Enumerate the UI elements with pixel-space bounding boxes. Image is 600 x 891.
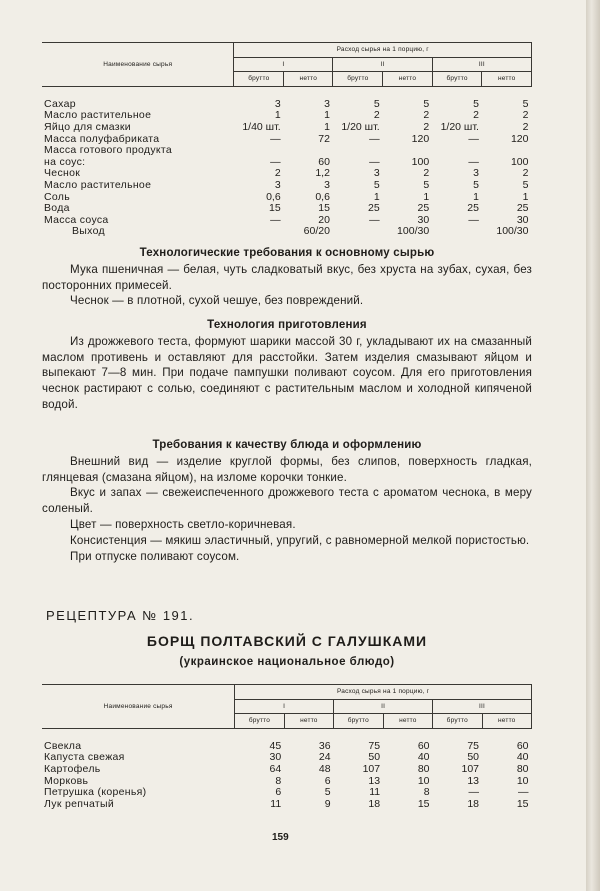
brutto-value: 1/20 шт. [341,120,380,133]
netto-value: 60 [318,155,330,168]
brutto-value: — [468,155,479,168]
table2-sub-netto: нетто [482,714,531,729]
table-row [42,203,532,215]
brutto-value: 64 [269,762,282,775]
paragraph-taste: Вкус и запах — свежеиспеченного дрожжевого теста с ароматом чеснока, в меру соленый. [42,486,532,516]
netto-value: 60 [417,739,430,752]
table2-sub-netto: нетто [383,714,432,729]
brutto-value: — [468,132,479,145]
table2-col-3: III [433,699,532,714]
brutto-value: 75 [467,739,480,752]
brutto-value: — [270,155,281,168]
netto-value: 1 [423,190,430,203]
brutto-value: 1/40 шт. [242,120,281,133]
table2-sub-brutto: брутто [235,714,285,729]
netto-value: 15 [318,202,330,215]
paragraph-flour: Мука пшеничная — белая, чуть сладковатый вкус, без хруста на зубах, сухая, без посторонних примесей. [42,262,532,292]
table1-col-2: II [333,57,432,72]
page-number: 159 [272,832,289,843]
brutto-value: 1/20 шт. [440,120,479,133]
paragraph-color: Цвет — поверхность светло-коричневая. [70,517,296,531]
table-row [42,787,532,799]
netto-value: 80 [516,762,529,775]
ingredient-name: Масса полуфабриката [44,132,160,145]
brutto-value: 18 [368,797,381,810]
brutto-value: 8 [275,774,282,787]
table-row [42,192,532,204]
brutto-value [333,145,383,157]
section-heading-technology: Технология приготовления [207,319,367,331]
table2-sub-brutto: брутто [334,714,384,729]
netto-value: 10 [417,774,430,787]
ingredient-name: Вода [44,202,70,215]
paragraph-preparation: Из дрожжевого теста, формуют шарики массой 30 г, укладывают их на смазанный маслом противень и оставляют для расстойки. Затем изделия смазывают яйцом и выпекают 7—8 мин. При подаче пампушки поливают соусом. Для его приготовления чеснок растирают с солью, соединяют с растительным маслом и холодной кипяченой водой. [42,334,532,411]
ingredient-name: Соль [44,190,70,203]
table-row [42,180,532,192]
brutto-value: 30 [269,751,282,764]
brutto-value: 2 [373,109,380,122]
ingredient-name: Выход [72,225,105,238]
netto-value: 5 [522,178,529,191]
table-row [42,215,532,227]
section-technology [42,318,532,413]
ingredients-table-1 [42,42,532,238]
netto-value: 36 [318,739,331,752]
brutto-value: 25 [367,202,380,215]
table1-sub-brutto: брутто [234,72,284,87]
netto-value: — [518,786,529,799]
ingredient-name: Капуста свежая [44,751,125,764]
brutto-value: 1 [274,109,281,122]
brutto-value [333,226,383,238]
netto-value: 10 [516,774,529,787]
brutto-value: — [270,213,281,226]
netto-value [482,145,532,157]
netto-value: 40 [516,751,529,764]
netto-value: 24 [318,751,331,764]
brutto-value: — [468,213,479,226]
table-row [42,764,532,776]
ingredient-name: Чеснок [44,167,81,180]
netto-value: 2 [522,109,529,122]
brutto-value: 25 [467,202,479,215]
brutto-value: 3 [473,167,479,180]
dish-subtitle: (украинское национальное блюдо) [179,656,395,668]
brutto-value: — [369,132,380,145]
table1-sub-brutto: брутто [432,72,482,87]
table2-sub-brutto: брутто [433,714,483,729]
brutto-value: 18 [467,797,480,810]
brutto-value: 5 [373,178,380,191]
brutto-value: 50 [368,751,381,764]
netto-value: 2 [423,109,430,122]
paragraph-serving: При отпуске поливают соусом. [70,549,240,563]
netto-value: 25 [516,202,529,215]
table-row [42,157,532,169]
netto-value: 80 [417,762,430,775]
brutto-value: 13 [368,774,381,787]
table1-sub-netto: нетто [482,72,532,87]
table-row [42,122,532,134]
netto-value: 25 [417,202,430,215]
netto-value: 5 [423,178,430,191]
brutto-value: 50 [467,751,480,764]
ingredient-name: Картофель [44,762,101,775]
netto-value: 15 [516,797,529,810]
brutto-value: 3 [274,97,281,110]
section-heading-quality: Требования к качеству блюда и оформлению [152,439,422,451]
ingredient-name: на соус: [44,155,86,168]
brutto-value: 13 [467,774,480,787]
table1-col-3: III [432,57,531,72]
brutto-value: 0,6 [266,190,281,203]
brutto-value: 1 [473,190,479,203]
brutto-value: 5 [473,178,479,191]
netto-value: 30 [417,213,430,226]
table2-header-group: Расход сырья на 1 порцию, г [235,685,532,700]
netto-value: 0,6 [315,190,330,203]
netto-value: 3 [324,178,330,191]
netto-value: 72 [318,132,330,145]
netto-value: 2 [423,167,430,180]
table-row [42,799,532,811]
table2-col-2: II [334,699,433,714]
netto-value: 15 [417,797,430,810]
brutto-value [432,145,482,157]
netto-value: 100/30 [397,225,430,238]
netto-value: 8 [423,786,430,799]
section-heading-raw-materials: Технологические требования к основному сырью [139,247,435,259]
brutto-value: — [369,155,380,168]
table-row [42,752,532,764]
ingredient-name: Масло растительное [44,109,152,122]
netto-value: 100 [510,155,529,168]
netto-value: 1 [522,190,529,203]
table1-col-1: I [234,57,333,72]
netto-value [284,145,333,157]
brutto-value: 2 [473,109,479,122]
ingredient-name: Сахар [44,97,76,110]
netto-value: 5 [423,97,430,110]
netto-value: 6 [324,774,331,787]
table-row [42,86,532,110]
netto-value: 1 [324,109,330,122]
table2-header-name: Наименование сырья [42,685,235,729]
brutto-value: 5 [473,97,479,110]
recipe-number: РЕЦЕПТУРА № 191. [46,608,195,623]
ingredient-name: Петрушка (коренья) [44,786,147,799]
ingredient-name: Масса готового продукта [44,144,173,157]
ingredient-name: Масло растительное [44,178,152,191]
netto-value: 120 [510,132,529,145]
netto-value: 3 [324,97,330,110]
table1-header-group: Расход сырья на 1 порцию, г [234,43,532,58]
table-row [42,226,532,238]
table2-sub-netto: нетто [284,714,333,729]
netto-value [383,145,433,157]
netto-value: 48 [318,762,331,775]
table2-col-1: I [235,699,334,714]
book-spine [586,0,600,891]
paragraph-texture: Консистенция — мякиш эластичный, упругий, с равномерной мелкой пористостью. [70,533,530,547]
brutto-value: 107 [362,762,381,775]
table-row [42,145,532,157]
netto-value: 120 [411,132,430,145]
brutto-value: — [270,132,281,145]
brutto-value: 1 [373,190,380,203]
ingredient-name: Яйцо для смазки [44,120,131,133]
brutto-value: 107 [461,762,480,775]
table1-sub-netto: нетто [284,72,333,87]
netto-value: 5 [522,97,529,110]
brutto-value [234,226,284,238]
brutto-value: 75 [368,739,381,752]
brutto-value: 3 [274,178,281,191]
netto-value: 2 [522,120,529,133]
table1-sub-brutto: брутто [333,72,383,87]
table-row [42,728,532,752]
netto-value: 40 [417,751,430,764]
netto-value: 20 [318,213,330,226]
brutto-value: 11 [369,786,381,799]
brutto-value: 3 [373,167,380,180]
netto-value: 9 [324,797,331,810]
netto-value: 60/20 [303,225,330,238]
brutto-value: 6 [275,786,282,799]
netto-value: 60 [516,739,529,752]
brutto-value [234,145,284,157]
paragraph-garlic: Чеснок — в плотной, сухой чешуе, без повреждений. [70,294,364,308]
netto-value: 30 [516,213,529,226]
netto-value: 2 [522,167,529,180]
netto-value: 1,2 [315,167,330,180]
brutto-value: 2 [274,167,281,180]
netto-value: 5 [324,786,331,799]
table1-header-name: Наименование сырья [42,43,234,87]
brutto-value: 15 [268,202,281,215]
ingredient-name: Свекла [44,739,82,752]
brutto-value: — [369,213,380,226]
ingredient-name: Морковь [44,774,89,787]
netto-value: 2 [423,120,430,133]
section-raw-materials [42,246,532,309]
brutto-value: 11 [270,797,282,810]
netto-value: 100 [411,155,430,168]
section-quality [42,438,532,564]
brutto-value [432,226,482,238]
ingredient-name: Масса соуса [44,213,109,226]
dish-title: БОРЩ ПОЛТАВСКИЙ С ГАЛУШКАМИ [146,633,428,649]
brutto-value: — [468,786,480,799]
ingredient-name: Лук репчатый [44,797,115,810]
netto-value: 1 [324,120,330,133]
brutto-value: 5 [373,97,380,110]
brutto-value: 45 [269,739,282,752]
paragraph-appearance: Внешний вид — изделие круглой формы, без слипов, поверхность гладкая, глянцевая (смазана яйцом), на изломе корочки тонкие. [42,454,532,484]
netto-value: 100/30 [496,225,529,238]
table1-sub-netto: нетто [383,72,433,87]
ingredients-table-2 [42,684,532,810]
